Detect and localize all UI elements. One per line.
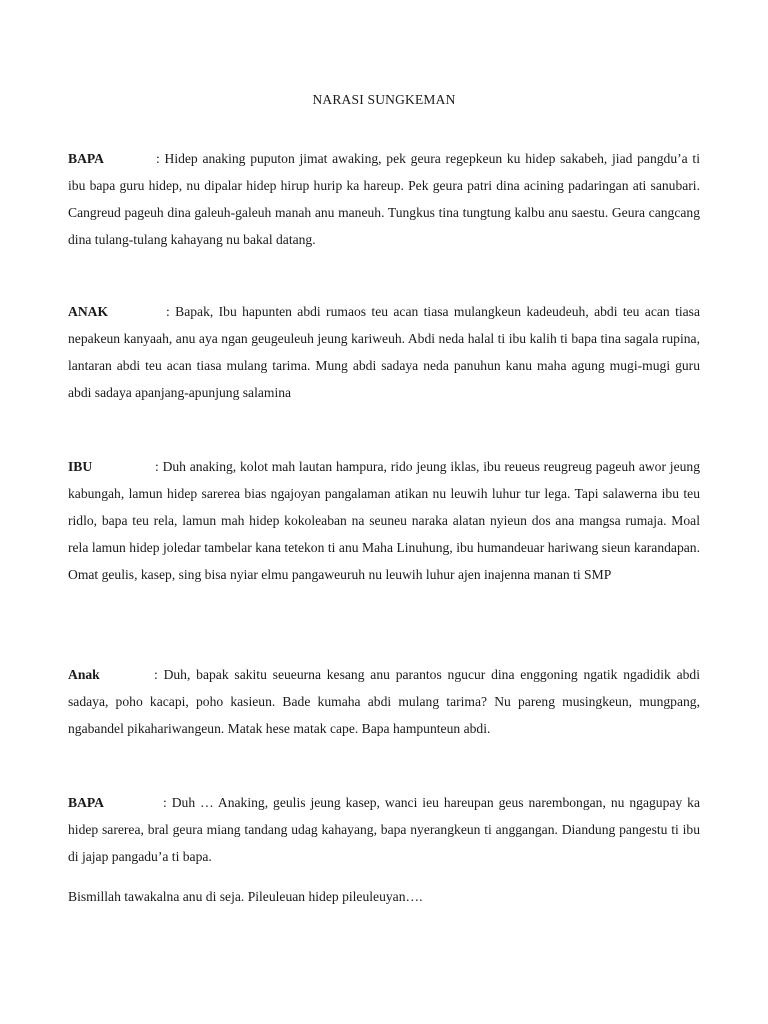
dialogue-text: : Duh anaking, kolot mah lautan hampura, rido jeung iklas, ibu reueus reugreug pageuh awor jeung kabungah, lamun hidep sarerea bias ngajoyan pangalaman atikan nu leuwih luhur tur lega. Tapi salawerna ibu teu ridlo, bapa teu rela, lamun mah hidep kokoleaban na seuneu naraka alatan nyieun dos ana mangsa rumaja. Moal rela lamun hidep joledar tambelar kana tetekon ti anu Maha Linuhung, ibu humandeuar hariwang sieun karandapan. Omat geulis, kasep, sing bisa nyiar elmu pangaweuruh nu leuwih luhur ajen inajenna manan ti SMP [68,459,700,582]
dialogue-paragraph-anak-1 [68,298,700,406]
dialogue-paragraph-ibu [68,453,700,588]
speaker-label: BAPA [68,151,104,166]
speaker-label: Anak [68,667,100,682]
dialogue-text: : Hidep anaking puputon jimat awaking, pek geura regepkeun ku hidep sakabeh, jiad pangdu’a ti ibu bapa guru hidep, nu dipalar hidep hirup hurip ka hareup. Pek geura patri dina acining padaringan ati sanubari. Cangreud pageuh dina galeuh-galeuh manah anu maneuh. Tungkus tina tungtung kalbu anu saestu. Geura cangcang dina tulang-tulang kahayang nu bakal datang. [68,151,700,247]
speaker-label: IBU [68,459,93,474]
dialogue-paragraph-anak-2 [68,661,700,742]
dialogue-text: : Duh, bapak sakitu seueurna kesang anu parantos ngucur dina enggoning ngatik ngadidik abdi sadaya, poho kacapi, poho kasieun. Bade kumaha abdi mulang tarima? Nu pareng musingkeun, mungpang, ngabandel pikahariwangeun. Matak hese matak cape. Bapa hampunteun abdi. [68,667,700,736]
speaker-label: ANAK [68,304,109,319]
closing-line: Bismillah tawakalna anu di seja. Pileuleuan hidep pileuleuyan…. [68,889,423,904]
speaker-label: BAPA [68,795,104,810]
document-title: NARASI SUNGKEMAN [312,92,456,107]
dialogue-paragraph-bapa-2 [68,789,700,870]
dialogue-paragraph-bapa-1 [68,145,700,253]
dialogue-text: : Bapak, Ibu hapunten abdi rumaos teu acan tiasa mulangkeun kadeudeuh, abdi teu acan tiasa nepakeun kanyaah, anu aya ngan geugeuleuh jeung kariweuh. Abdi neda halal ti ibu kalih ti bapa tina sagala rupina, lantaran abdi teu acan tiasa mulang tarima. Mung abdi sadaya neda panuhun kanu maha agung mugi-mugi guru abdi sadaya apanjang-apunjung salamina [68,304,700,400]
dialogue-text: : Duh … Anaking, geulis jeung kasep, wanci ieu hareupan geus narembongan, nu ngagupay ka hidep sarerea, bral geura miang tandang udag kahayang, bapa nyerangkeun ti anggangan. Diandung pangestu ti ibu di jajap pangadu’a ti bapa. [68,795,700,864]
